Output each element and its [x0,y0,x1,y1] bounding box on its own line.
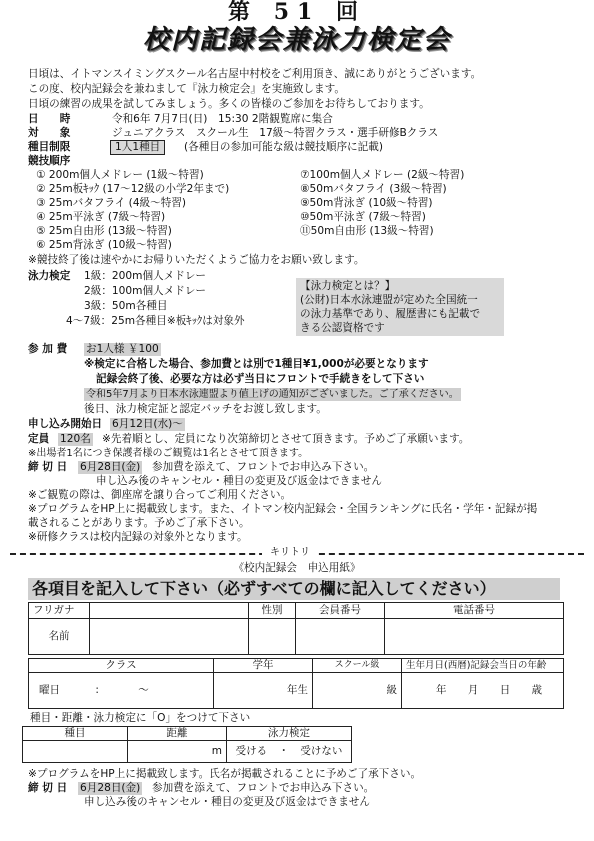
order-item: ⑩50m平泳ぎ (7級～特習) [300,211,426,223]
apply-note: ※ご観覧の際は、御座席を譲り合ってご利用ください。 [28,489,292,501]
fee-line: 記録会終了後、必要な方は必ず当日にフロントで手続きをして下さい [96,373,425,385]
grade-unit: 年生 [287,684,308,697]
order-item: ② 25m板ｷｯｸ (17～12級の小学2年まで) [36,183,230,195]
fee-line: ※検定に合格した場合、参加費とは別で1種目¥1,000が必要となります [84,358,429,370]
order-item: ③ 25mバタフライ (4級～特習) [36,197,187,209]
age-on-day-label: 記録会当日の年齢 [470,660,547,671]
level-unit: 級 [386,684,397,697]
page-title: 校内記録会兼泳力検定会 [142,25,451,55]
fee-label: 参 加 費 [28,343,68,355]
title-number: 第 51 回 [228,0,366,25]
kentei-line: 3級：50m各種目 [84,300,168,312]
order-note: ※競技終了後は速やかにお帰りいただくようご協力をお願い致します。 [28,254,365,266]
kentei-box-line: の泳力基準であり、履歴書にも記載で [300,308,481,320]
start-value: 6月12日(水)～ [112,418,183,430]
name-field[interactable] [90,619,249,655]
intro-line: 日頃は、イトマンスイミングスクール名古屋中村校をご利用頂き、誠にありがとうございます。 [28,68,482,80]
cut-label: キリトリ [262,546,318,559]
kentei-box-title: 【泳力検定とは？】 [300,280,396,292]
order-item: ⑦100m個人メドレー (2級～特習) [300,169,465,181]
birthday-field[interactable] [402,673,564,709]
order-item: ⑨50m背泳ぎ (10級～特習) [300,197,433,209]
day-unit: 日 [499,684,511,697]
kentei-info-box [296,278,504,336]
applicant-table [28,602,564,655]
limit-note: (各種目の参加可能な級は競技順序に記載) [184,141,383,153]
distance-label: 距離 [128,727,227,741]
kentei-box-line: (公財)日本水泳連盟が定めた全国統一 [300,294,478,306]
kentei-col-label: 泳力検定 [227,727,352,741]
deadline-value: 6月28日(金) [80,461,141,473]
grade-field[interactable] [214,673,313,709]
separator-dot: ・ [278,745,289,758]
kentei-line: 2級：100m個人メドレー [84,285,207,297]
cancel-note: 申し込み後のキャンセル・種目の変更及び返金はできません [96,475,383,487]
form-cancel-note: 申し込み後のキャンセル・種目の変更及び返金はできません [84,796,371,808]
phone-label: 電話番号 [385,603,564,619]
distance-field[interactable] [128,741,227,763]
take-option[interactable]: 受ける [235,745,268,758]
order-item: ④ 25m平泳ぎ (7級～特習) [36,211,166,223]
gender-label: 性別 [249,603,296,619]
apply-note: ※研修クラスは校内記録の対象外となります。 [28,531,248,543]
limit-label: 種目制限 [28,141,71,153]
event-instruction: 種目・距離・泳力検定に「O」をつけて下さい [30,712,251,724]
intro-line: 日頃の練習の成果を試してみましょう。多くの皆様のご参加をお待ちしております。 [28,98,430,110]
form-header: 各項目を記入して下さい（必ずすべての欄に記入してください） [28,578,560,600]
form-deadline-label: 締 切 日 [28,782,68,794]
order-item: ⑥ 25m背泳ぎ (10級～特習) [36,239,172,251]
capacity-note: ※先着順とし、定員になり次第締切とさせて頂きます。予めご了承願います。 [102,433,470,445]
deadline-label: 締 切 日 [28,461,68,473]
birthday-age-label [402,659,564,673]
year-unit: 年 [436,684,447,697]
order-label: 競技順序 [28,155,71,167]
furigana-field[interactable] [90,603,249,619]
target-label: 対 象 [28,127,71,139]
month-unit: 月 [467,684,479,697]
order-item: ⑤ 25m自由形 (13級～特習) [36,225,172,237]
member-no-label: 会員番号 [296,603,385,619]
kentei-line: 4～7級：25m各種目※板ｷｯｸは対象外 [66,315,245,327]
furigana-label: フリガナ [29,603,90,619]
apply-note: ※プログラムをHP上に掲載致します。また、イトマン校内記録会・全国ランキングに氏名・学年・記録が掲 [28,503,538,515]
date-label: 日 時 [28,113,71,125]
phone-field[interactable] [385,619,564,655]
limit-box: 1人1種目 [110,140,165,155]
level-field[interactable] [313,673,402,709]
class-field[interactable] [29,673,214,709]
not-take-option[interactable]: 受けない [300,745,343,758]
capacity-label: 定員 [28,433,50,445]
fee-value: お1人様 ￥100 [86,343,159,355]
date-value: 令和6年 7月7日(日) 15:30 2階観覧席に集合 [112,113,333,125]
class-table [28,658,564,709]
target-value: ジュニアクラス スクール生 17級～特習クラス・選手研修Bクラス [112,127,439,139]
guardian-note: ※出場者1名につき保護者様のご観覧は1名とさせて頂きます。 [28,448,309,459]
form-title: 《校内記録会 申込用紙》 [233,562,361,574]
kentei-label: 泳力検定 [28,270,71,282]
time-colon: : [95,684,99,697]
meter-unit: m [211,745,222,758]
kentei-choice [227,741,352,763]
name-label: 名前 [29,619,90,655]
capacity-value: 120名 [60,433,91,445]
fee-line: 令和5年7月より日本水泳連盟より値上げの通知がございました。ご了承ください。 [86,389,459,400]
intro-line: この度、校内記録会を兼ねまして『泳力検定会』を実施致します。 [28,83,345,95]
form-deadline-value: 6月28日(金) [80,782,141,794]
order-item: ⑧50mバタフライ (3級～特習) [300,183,447,195]
form-footer-note: ※プログラムをHP上に掲載致します。氏名が掲載されることに予めご了承下さい。 [28,768,422,780]
birthday-label: 生年月日(西暦) [406,660,471,671]
fee-line: 後日、泳力検定証と認定バッチをお渡し致します。 [84,403,327,415]
apply-note: 載されることがあります。予めご了承下さい。 [28,517,250,529]
time-tilde: ～ [138,684,149,697]
order-item: ⑪50m自由形 (13級～特習) [300,225,434,237]
form-deadline-note: 参加費を添えて、フロントでお申込み下さい。 [152,782,375,794]
deadline-note: 参加費を添えて、フロントでお申込み下さい。 [152,461,375,473]
member-no-field[interactable] [296,619,385,655]
grade-label: 学年 [214,659,313,673]
age-unit: 歳 [531,684,543,697]
school-level-label: スクール級 [313,659,402,673]
day-label: 曜日 [39,684,60,697]
order-item: ① 200m個人メドレー (1級～特習) [36,169,204,181]
event-field[interactable] [23,741,128,763]
event-label: 種目 [23,727,128,741]
gender-field[interactable] [249,619,296,655]
kentei-box-line: きる公認資格です [300,322,385,334]
kentei-line: 1級：200m個人メドレー [84,270,207,282]
class-label: クラス [29,659,214,673]
event-table [22,726,352,763]
start-label: 申し込み開始日 [28,418,103,430]
